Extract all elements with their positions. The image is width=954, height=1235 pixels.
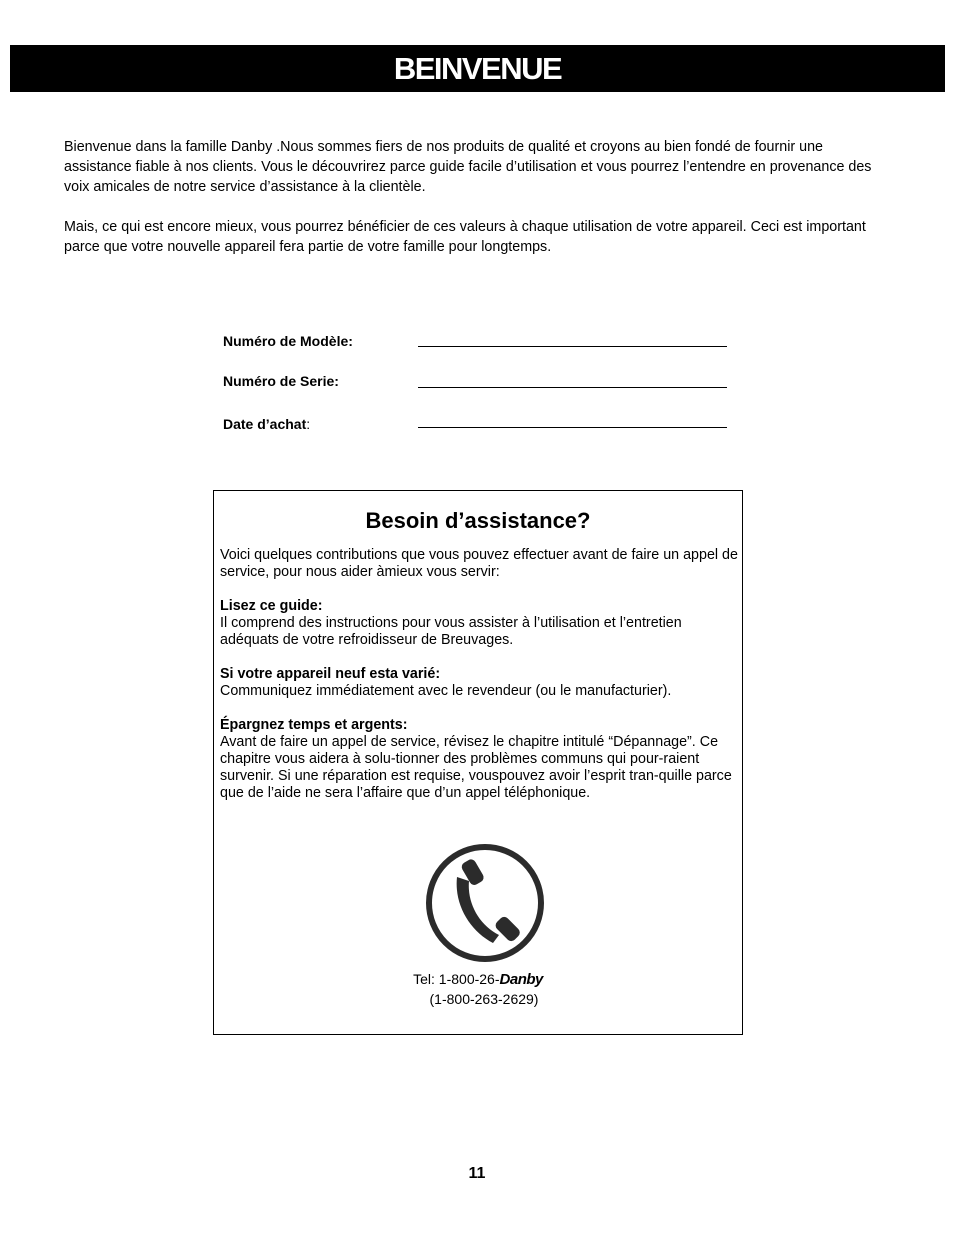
assistance-item-heading: Lisez ce guide:: [220, 598, 323, 614]
model-number-field-line: [418, 346, 727, 347]
assistance-item-text: Il comprend des instructions pour vous assister à l’utilisation et l’entretien adéquats de votre refroidisseur de Breuvages.: [220, 615, 682, 648]
intro-paragraph-1: Bienvenue dans la famille Danby .Nous sommes fiers de nos produits de qualité et croyons au bien fondé de fournir une assistance fiable à nos clients. Vous le découvrirez parce guide facile d’utilisation et vous pourrez l’entendre en provenance des voix amicales de notre service d’assistance à la clientèle.: [64, 139, 872, 195]
assistance-item: [220, 666, 738, 700]
phone-icon: [425, 843, 545, 963]
page-title: BEINVENUE: [393, 51, 562, 86]
header-banner: [10, 45, 945, 92]
intro-section: [64, 137, 890, 277]
telephone-prefix: Tel: 1-800-26-: [413, 971, 500, 987]
assistance-item-heading: Si votre appareil neuf esta varié:: [220, 666, 441, 682]
assistance-body: [220, 547, 738, 819]
danby-logo: Danby: [499, 971, 543, 988]
assistance-item-text: Avant de faire un appel de service, révisez le chapitre intitulé “Dépannage”. Ce chapitre vous aidera à solu-tionner des problèmes communs qui pour-raient survenir. Si une réparation est requise, vouspouvez avoir l’esprit tran-quille parce que de l’aide ne sera l’affaire que d’un appel téléphonique.: [220, 734, 732, 801]
purchase-date-row: [223, 416, 310, 432]
serial-number-label: Numéro de Serie:: [223, 373, 339, 389]
purchase-date-field-line: [418, 427, 727, 428]
assistance-box: [213, 490, 743, 1035]
purchase-date-colon: :: [306, 416, 311, 432]
assistance-item: [220, 598, 738, 649]
model-number-label: Numéro de Modèle:: [223, 333, 353, 349]
assistance-item: [220, 717, 738, 802]
assistance-intro: Voici quelques contributions que vous pouvez effectuer avant de faire un appel de service, pour nous aider àmieux vous servir:: [220, 547, 738, 580]
assistance-title: Besoin d’assistance?: [365, 508, 591, 533]
assistance-item-text: Communiquez immédiatement avec le revendeur (ou le manufacturier).: [220, 683, 672, 699]
telephone-line: [214, 971, 742, 988]
telephone-numeric: (1-800-263-2629): [429, 991, 539, 1007]
serial-number-field-line: [418, 387, 727, 388]
intro-paragraph-2: Mais, ce qui est encore mieux, vous pourrez bénéficier de ces valeurs à chaque utilisation de votre appareil. Ceci est important parce que votre nouvelle appareil fera partie de votre famille pour longtemps.: [64, 219, 866, 255]
assistance-item-heading: Épargnez temps et argents:: [220, 717, 408, 733]
page-number: 11: [468, 1165, 486, 1182]
purchase-date-label: Date d’achat: [223, 416, 307, 432]
